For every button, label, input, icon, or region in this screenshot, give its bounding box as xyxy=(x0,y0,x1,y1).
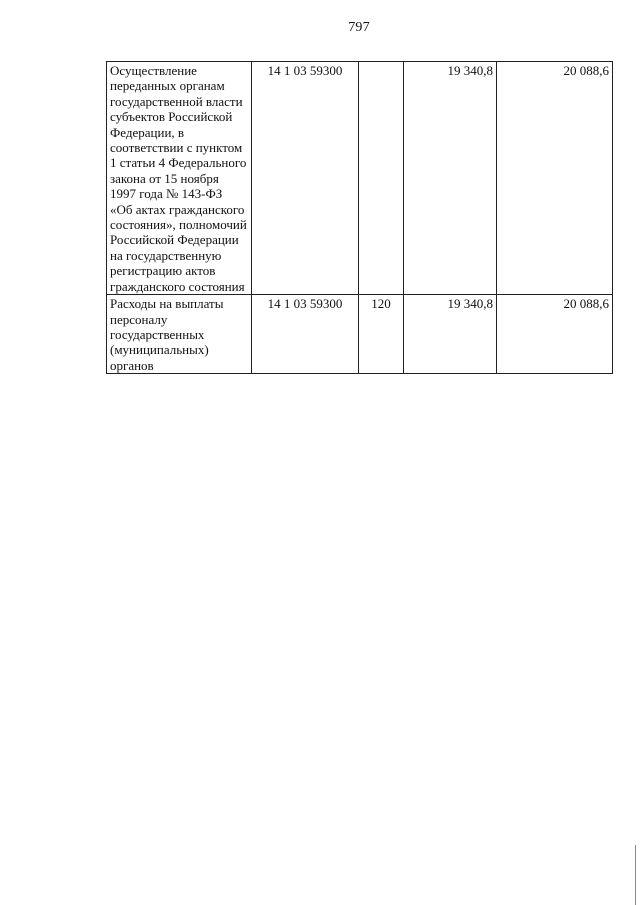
table-row xyxy=(107,62,613,295)
amount-year1-cell: 19 340,8 xyxy=(404,295,497,374)
target-code-cell: 14 1 03 59300 xyxy=(252,295,359,374)
row-name-cell: Осуществление переданных органам государственной власти субъектов Российской Федерации, в соответствии с пунктом 1 статьи 4 Федерального закона от 15 ноября 1997 года № 143-ФЗ «Об актах гражданского состояния», полномочий Российской Федерации на государственную регистрацию актов гражданского состояния xyxy=(107,62,252,295)
amount-year2-cell: 20 088,6 xyxy=(497,295,613,374)
budget-table xyxy=(106,61,613,374)
expense-type-cell: 120 xyxy=(359,295,404,374)
expense-type-cell xyxy=(359,62,404,295)
amount-year2-cell: 20 088,6 xyxy=(497,62,613,295)
scan-edge-line xyxy=(635,845,636,905)
page-number: 797 xyxy=(348,20,370,35)
amount-year1-cell: 19 340,8 xyxy=(404,62,497,295)
table-row xyxy=(107,295,613,374)
target-code-cell: 14 1 03 59300 xyxy=(252,62,359,295)
row-name-cell: Расходы на выплаты персоналу государственных (муниципальных) органов xyxy=(107,295,252,374)
